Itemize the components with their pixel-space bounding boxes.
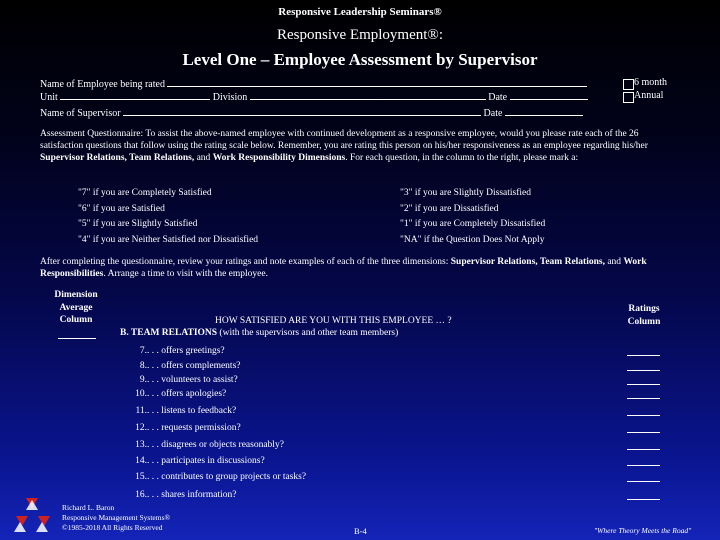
question-number: 10. bbox=[135, 389, 147, 399]
question-text: . . . listens to feedback? bbox=[147, 406, 237, 416]
review-text-c: . Arrange a time to visit with the employee. bbox=[103, 269, 268, 279]
footer-credits bbox=[62, 503, 170, 533]
dimension-average-field[interactable] bbox=[58, 338, 96, 339]
question-text: . . . offers apologies? bbox=[147, 389, 227, 399]
question-number: 9. bbox=[139, 375, 147, 385]
section-label: B. TEAM RELATIONS bbox=[120, 328, 218, 338]
rating-field[interactable] bbox=[627, 432, 660, 433]
question-number: 15. bbox=[135, 472, 147, 482]
supervisor-label: Name of Supervisor bbox=[40, 108, 121, 119]
instructions-text-c: . For each question, in the column to the right, please mark a: bbox=[345, 153, 579, 163]
date-label-2: Date bbox=[483, 108, 503, 119]
ratings-header-line: Ratings bbox=[628, 304, 660, 314]
question-heading: HOW SATISFIED ARE YOU WITH THIS EMPLOYEE … ? bbox=[215, 316, 452, 326]
question-text: . . . offers greetings? bbox=[147, 346, 225, 356]
instructions-paragraph bbox=[40, 128, 680, 164]
dimension-average-column-header bbox=[40, 289, 112, 327]
scale-item: "3" if you are Slightly Dissatisfied bbox=[400, 188, 531, 198]
question-number: 8. bbox=[139, 361, 147, 371]
section-note: (with the supervisors and other team members) bbox=[217, 328, 399, 338]
rating-field[interactable] bbox=[627, 370, 660, 371]
footer-author: Richard L. Baron bbox=[62, 503, 115, 512]
scale-item: "7" if you are Completely Satisfied bbox=[78, 188, 212, 198]
rating-scale-right bbox=[400, 186, 545, 248]
dimension-header-line: Dimension bbox=[54, 290, 98, 300]
rating-field[interactable] bbox=[627, 355, 660, 356]
scale-item: "6" if you are Satisfied bbox=[78, 203, 165, 214]
question-text: . . . contributes to group projects or tasks? bbox=[147, 472, 307, 482]
rating-field[interactable] bbox=[627, 398, 660, 399]
annual-checkbox[interactable] bbox=[623, 92, 634, 103]
review-text-mid: and bbox=[604, 257, 624, 267]
question-item bbox=[115, 406, 315, 416]
review-paragraph bbox=[40, 256, 680, 280]
division-field[interactable] bbox=[250, 90, 486, 100]
employee-name-label: Name of Employee being rated bbox=[40, 79, 165, 90]
supervisor-row bbox=[40, 106, 583, 120]
page-title: Level One – Employee Assessment by Supervisor bbox=[182, 50, 538, 69]
question-item bbox=[115, 456, 315, 466]
date-field-2[interactable] bbox=[505, 106, 583, 116]
instructions-text-a: Assessment Questionnaire: To assist the above-named employee with continued development as a responsive employee, would you please rate each of the 26 satisfaction questions that follow using the rating scale below. Remember, you are rating this person on his/her responsiveness as an employee regarding his/her bbox=[40, 129, 648, 151]
rating-field[interactable] bbox=[627, 481, 660, 482]
question-number: 14. bbox=[135, 456, 147, 466]
question-number: 11. bbox=[135, 406, 147, 416]
question-item bbox=[115, 440, 315, 450]
section-heading bbox=[120, 328, 398, 338]
scale-item: "NA" if the Question Does Not Apply bbox=[400, 234, 545, 245]
footer-company: Responsive Management Systems® bbox=[62, 513, 171, 522]
dimension-header-line: Column bbox=[59, 315, 93, 325]
question-text: . . . participates in discussions? bbox=[147, 456, 265, 466]
date-field[interactable] bbox=[510, 90, 588, 100]
org-name: Responsive Leadership Seminars® bbox=[278, 6, 442, 18]
rating-scale-left bbox=[78, 186, 258, 248]
question-number: 16. bbox=[135, 490, 147, 500]
question-number: 12. bbox=[135, 423, 147, 433]
question-item bbox=[115, 389, 315, 399]
date-label: Date bbox=[488, 92, 508, 103]
employee-name-row bbox=[40, 77, 587, 91]
ratings-column-header bbox=[610, 303, 678, 328]
six-month-checkbox[interactable] bbox=[623, 79, 634, 90]
scale-item: "5" if you are Slightly Satisfied bbox=[78, 219, 198, 229]
rating-field[interactable] bbox=[627, 415, 660, 416]
instructions-bold-2: Work Responsibility Dimensions bbox=[212, 153, 346, 163]
question-text: . . . requests permission? bbox=[147, 423, 241, 433]
instructions-bold-1: Supervisor Relations, Team Relations, bbox=[40, 153, 195, 163]
company-logo-icon bbox=[12, 496, 60, 536]
question-item bbox=[115, 423, 315, 433]
unit-field[interactable] bbox=[60, 90, 210, 100]
review-text-a: After completing the questionnaire, review your ratings and note examples of each of the three dimensions: bbox=[40, 257, 451, 267]
page-number: B-4 bbox=[354, 526, 367, 536]
question-item bbox=[115, 472, 315, 482]
dimension-header-line: Average bbox=[59, 302, 93, 313]
review-bold-1: Supervisor Relations, Team Relations, bbox=[450, 257, 605, 267]
supervisor-field[interactable] bbox=[123, 106, 481, 116]
question-text: . . . shares information? bbox=[147, 490, 237, 500]
scale-item: "1" if you are Completely Dissatisfied bbox=[400, 219, 546, 229]
question-number: 7. bbox=[139, 346, 147, 356]
question-text: . . . volunteers to assist? bbox=[147, 375, 238, 385]
six-month-label: 6 month bbox=[634, 77, 668, 88]
question-item bbox=[115, 361, 315, 371]
page-subtitle: Responsive Employment®: bbox=[277, 27, 443, 43]
unit-label: Unit bbox=[40, 92, 58, 103]
instructions-text-mid: and bbox=[194, 153, 213, 163]
review-bold-2: Work Responsibilities bbox=[40, 257, 647, 279]
question-text: . . . disagrees or objects reasonably? bbox=[147, 440, 284, 450]
rating-field[interactable] bbox=[627, 449, 660, 450]
question-item bbox=[115, 375, 315, 385]
rating-field[interactable] bbox=[627, 465, 660, 466]
rating-field[interactable] bbox=[627, 499, 660, 500]
rating-field[interactable] bbox=[627, 384, 660, 385]
employee-name-field[interactable] bbox=[167, 77, 587, 87]
scale-item: "2" if you are Dissatisfied bbox=[400, 203, 499, 214]
question-item bbox=[115, 490, 315, 500]
annual-label: Annual bbox=[634, 90, 664, 101]
ratings-header-line: Column bbox=[627, 316, 661, 327]
question-item bbox=[115, 346, 315, 356]
footer-copyright: ©1985-2018 All Rights Reserved bbox=[62, 523, 163, 532]
question-text: . . . offers complements? bbox=[147, 361, 241, 371]
scale-item: "4" if you are Neither Satisfied nor Dissatisfied bbox=[78, 234, 259, 245]
division-label: Division bbox=[212, 92, 248, 103]
footer-tagline: "Where Theory Meets the Road" bbox=[594, 526, 692, 535]
question-number: 13. bbox=[135, 440, 147, 450]
unit-row bbox=[40, 90, 588, 104]
